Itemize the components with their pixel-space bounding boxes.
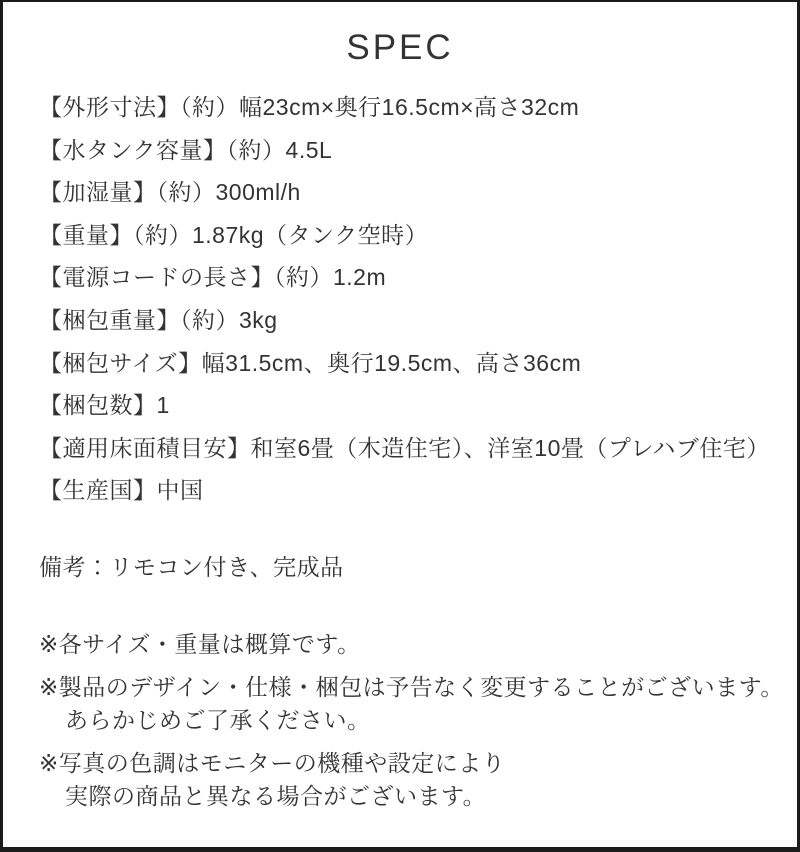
spec-list [3, 86, 797, 512]
spec-row-cord-length [39, 256, 777, 299]
remarks-line: 備考：リモコン付き、完成品 [39, 553, 344, 580]
spec-row-humidification [39, 171, 777, 214]
spec-value: 1 [156, 392, 170, 419]
note-line-continuation: 実際の商品と異なる場合がございます。 [65, 782, 487, 809]
spec-value: （約）1.87kg（タンク空時） [133, 221, 429, 248]
spec-value: 和室6畳（木造住宅）、洋室10畳（プレハブ住宅） [250, 434, 770, 461]
note-line: ※写真の色調はモニターの機種や設定により [39, 749, 506, 776]
note-line-continuation: あらかじめご了承ください。 [65, 706, 371, 733]
spec-label: 【生産国】 [39, 477, 157, 504]
spec-label: 【水タンク容量】 [39, 136, 227, 163]
spec-value: 幅31.5cm、奥行19.5cm、高さ36cm [201, 349, 582, 376]
spec-value: 中国 [156, 477, 204, 504]
notes-section [3, 628, 797, 813]
spec-row-country-of-origin [39, 469, 777, 512]
note-line: ※各サイズ・重量は概算です。 [39, 630, 361, 657]
spec-row-applicable-floor-area [39, 427, 777, 470]
spec-row-package-size [39, 342, 777, 385]
spec-row-package-weight [39, 299, 777, 342]
spec-label: 【梱包重量】 [39, 306, 180, 333]
spec-row-tank-capacity [39, 129, 777, 172]
spec-label: 【梱包サイズ】 [39, 349, 202, 376]
spec-value: （約）幅23cm×奥行16.5cm×高さ32cm [180, 94, 580, 120]
spec-value: （約）1.2m [274, 264, 387, 291]
page-title: SPEC [346, 28, 454, 67]
spec-label: 【適用床面積目安】 [39, 434, 251, 461]
spec-value: （約）3kg [180, 306, 278, 333]
spec-row-package-count [39, 384, 777, 427]
note-line: ※製品のデザイン・仕様・梱包は予告なく変更することがございます。 [39, 673, 784, 700]
spec-label: 【重量】 [39, 221, 133, 248]
spec-label: 【外形寸法】 [39, 94, 180, 120]
spec-label: 【加湿量】 [39, 179, 157, 206]
spec-value: （約）300ml/h [156, 179, 301, 206]
spec-value: （約）4.5L [226, 136, 333, 163]
note-photo-color [3, 747, 777, 813]
spec-row-weight [39, 214, 777, 257]
spec-label: 【電源コードの長さ】 [39, 264, 274, 291]
spec-row-outer-dimensions [39, 86, 777, 129]
note-sizes-approximate [3, 628, 777, 661]
note-design-changes [3, 671, 784, 737]
spec-label: 【梱包数】 [39, 392, 157, 419]
